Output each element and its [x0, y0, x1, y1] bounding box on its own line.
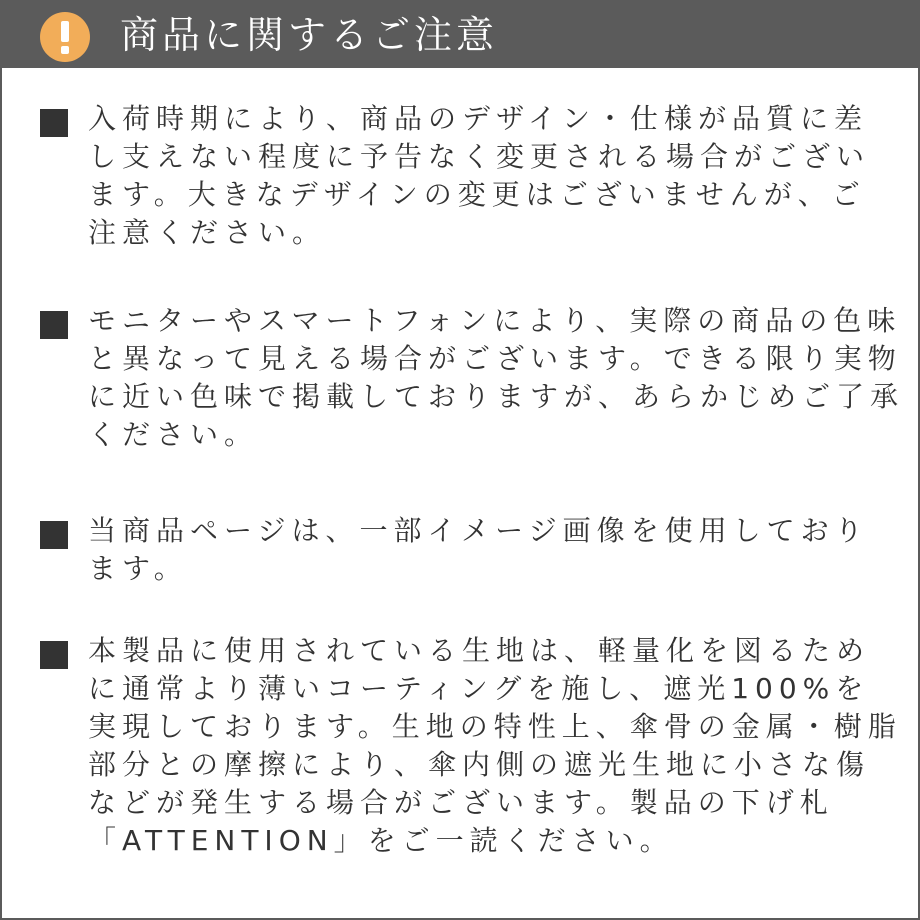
square-bullet-icon: [40, 109, 68, 137]
notice-line: に近い色味で掲載しておりますが、あらかじめご了承: [88, 380, 905, 413]
notice-line: 注意ください。: [88, 216, 327, 249]
square-bullet-icon: [40, 521, 68, 549]
notice-line: 部分との摩擦により、傘内側の遮光生地に小さな傷: [88, 748, 871, 781]
notice-line: ください。: [88, 418, 259, 451]
header-title: 商品に関するご注意: [120, 13, 499, 57]
square-bullet-icon: [40, 311, 68, 339]
notice-line: 本製品に使用されている生地は、軽量化を図るため: [88, 634, 871, 667]
notice-line: ます。大きなデザインの変更はございませんが、ご: [88, 178, 866, 211]
notice-line: モニターやスマートフォンにより、実際の商品の色味: [88, 304, 902, 337]
notice-line: ます。: [88, 552, 188, 585]
notice-line: 「ATTENTION」をご一読ください。: [88, 824, 674, 857]
notice-line: し支えない程度に予告なく変更される場合がござい: [88, 140, 871, 173]
header-bar: [2, 2, 918, 68]
notice-line: と異なって見える場合がございます。できる限り実物: [88, 342, 902, 375]
notice-line: などが発生する場合がございます。製品の下げ札: [88, 786, 834, 819]
notice-line: 入荷時期により、商品のデザイン・仕様が品質に差: [88, 102, 869, 135]
square-bullet-icon: [40, 641, 68, 669]
notice-line: 当商品ページは、一部イメージ画像を使用しており: [88, 514, 869, 547]
notice-line: に通常より薄いコーティングを施し、遮光100%を: [88, 672, 870, 705]
notice-line: 実現しております。生地の特性上、傘骨の金属・樹脂: [88, 710, 902, 743]
exclamation-icon: [40, 12, 90, 62]
